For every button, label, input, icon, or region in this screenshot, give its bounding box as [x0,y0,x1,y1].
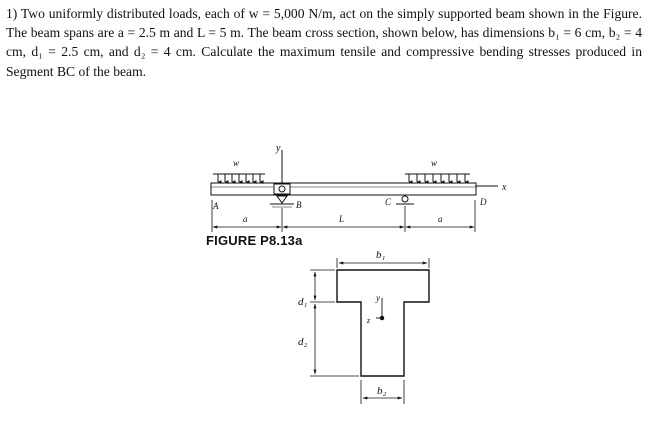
figure-caption: FIGURE P8.13a [206,233,303,248]
b1-label: b₁ [376,249,386,261]
point-d-label: D [480,197,487,207]
point-b-label: B [296,200,302,210]
point-a-label: A [213,201,219,211]
beam [211,183,476,195]
section-z-label: z [367,316,371,325]
d1-label: d₁ [298,296,308,308]
left-load-arrows [213,174,265,182]
section-y-label: y [376,293,380,303]
section-dimensions [310,258,429,404]
d2-label: d₂ [298,336,308,348]
tee-outline [337,270,429,376]
beam-y-label: y [276,143,281,154]
cross-section [337,270,429,376]
beam-elevation [211,150,498,232]
load-label-right: w [431,158,438,168]
beam-x-label: x [502,182,507,193]
problem-statement: 1) Two uniformly distributed loads, each of w = 5,000 N/m, act on the simply supported beam shown in the Figure. The beam spans are a = 2.5 m and L = 5 m. The beam cross section, shown below, has dimensions b₁ = 6 cm, b₂ = 4 cm, d₁ = 2.5 cm, and d₂ = 4 cm. Calculate the maximum tensile and compressive bending stresses produced in Segment BC of the beam. [6,6,642,79]
load-label-left: w [233,158,240,168]
roller-support-c [396,196,414,204]
point-c-label: C [385,197,392,207]
span-a-right-label: a [438,214,443,224]
right-load-arrows [405,174,470,182]
span-l-label: L [339,214,345,224]
span-a-left-label: a [243,214,248,224]
b2-label: b₂ [377,385,387,397]
